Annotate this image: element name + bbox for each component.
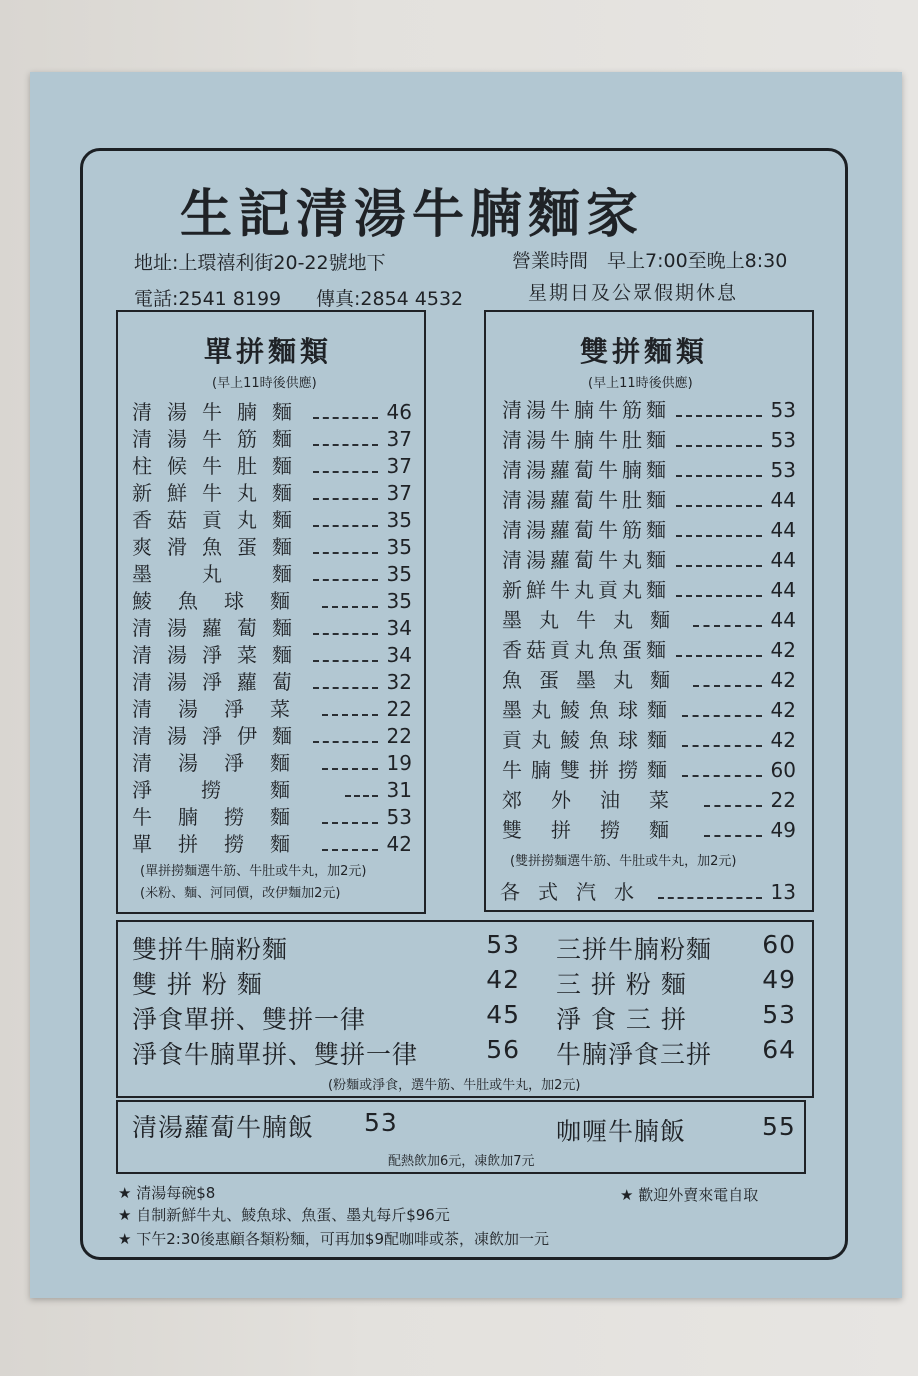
single-noodle-item-name: 清湯牛筋麵 — [132, 427, 307, 451]
dash-leader — [693, 685, 762, 687]
single-noodle-item-name: 牛腩撈麵 — [132, 805, 316, 829]
double-noodle-item — [502, 664, 796, 693]
single-noodle-item-name: 清湯淨菜 — [132, 697, 316, 721]
double-noodle-item-price: 42 — [770, 638, 796, 662]
fax: 傳真:2854 4532 — [316, 288, 464, 310]
combo-item — [556, 930, 796, 966]
double-noodle-item-name: 新鮮牛丸貢丸麵 — [502, 578, 670, 602]
footer-afternoon-offer: ★ 下午2:30後惠顧各類粉麵，可再加$9配咖啡或茶，凍飲加一元 — [118, 1230, 549, 1248]
single-noodle-item-price: 37 — [386, 481, 412, 505]
address: 地址:上環禧利街20-22號地下 — [134, 252, 386, 274]
closed-days: 星期日及公眾假期休息 — [528, 282, 739, 304]
dash-leader — [322, 822, 378, 824]
combo-item-price: 56 — [486, 1035, 520, 1064]
single-noodle-item — [132, 747, 412, 776]
double-noodle-item — [502, 574, 796, 603]
dash-leader — [676, 415, 762, 417]
combo-item-price: 53 — [486, 930, 520, 959]
dash-leader — [704, 835, 762, 837]
single-noodle-item-price: 37 — [386, 454, 412, 478]
double-noodle-item-name: 墨丸鯪魚球麵 — [502, 698, 676, 722]
double-noodle-item — [502, 484, 796, 513]
double-noodle-item-price: 44 — [770, 518, 796, 542]
dash-leader — [322, 606, 378, 608]
double-noodle-item — [502, 544, 796, 573]
double-noodle-item-name: 清湯牛腩牛筋麵 — [502, 398, 670, 422]
single-noodle-item-name: 清湯蘿蔔麵 — [132, 616, 307, 640]
dash-leader — [682, 745, 762, 747]
combo-item — [132, 1000, 520, 1036]
single-noodle-item-price: 35 — [386, 589, 412, 613]
combo-item-price: 64 — [762, 1035, 796, 1064]
double-noodle-item-name: 墨丸牛丸麵 — [502, 608, 687, 632]
double-noodle-item-price: 53 — [770, 458, 796, 482]
combo-item-name: 牛腩淨食三拼 — [556, 1040, 713, 1069]
dash-leader — [682, 715, 762, 717]
combo-item — [132, 930, 520, 966]
single-noodle-item-name: 新鮮牛丸麵 — [132, 481, 307, 505]
double-noodle-item — [502, 604, 796, 633]
dash-leader — [676, 535, 762, 537]
double-noodle-item-name: 雙拼撈麵 — [502, 818, 698, 842]
dash-leader — [676, 445, 762, 447]
single-noodle-item-name: 柱候牛肚麵 — [132, 454, 307, 478]
double-noodle-item-price: 53 — [770, 398, 796, 422]
rice-note: 配熱飲加6元，凍飲加7元 — [388, 1154, 535, 1169]
single-noodles-subtitle: (早上11時後供應) — [212, 376, 317, 391]
single-noodle-item — [132, 801, 412, 830]
combo-item-price: 49 — [762, 965, 796, 994]
single-noodle-item-price: 19 — [386, 751, 412, 775]
double-noodle-item-name: 清湯蘿蔔牛丸麵 — [502, 548, 670, 572]
double-noodle-item-price: 44 — [770, 578, 796, 602]
double-noodle-item — [502, 454, 796, 483]
single-noodle-item-price: 22 — [386, 724, 412, 748]
double-noodle-item — [502, 784, 796, 813]
combo-item-name: 淨食單拼、雙拼一律 — [132, 1005, 367, 1034]
drink-name: 各式汽水 — [500, 880, 652, 904]
dash-leader — [704, 805, 762, 807]
combo-note: (粉麵或淨食，選牛筋、牛肚或牛丸，加2元) — [328, 1078, 581, 1093]
combo-item-price: 45 — [486, 1000, 520, 1029]
single-noodles-title: 單拼麵類 — [204, 335, 333, 368]
rice-left-name: 清湯蘿蔔牛腩飯 — [132, 1113, 315, 1142]
single-noodle-item-name: 清湯淨伊麵 — [132, 724, 307, 748]
single-noodle-item-price: 34 — [386, 643, 412, 667]
single-noodle-item — [132, 477, 412, 506]
double-noodle-item-price: 42 — [770, 698, 796, 722]
single-noodle-item-name: 鯪魚球麵 — [132, 589, 316, 613]
drink-price: 13 — [770, 880, 796, 904]
single-noodle-item-name: 淨撈麵 — [132, 778, 339, 802]
footer-homemade-balls: ★ 自制新鮮牛丸、鯪魚球、魚蛋、墨丸每斤$96元 — [118, 1206, 450, 1224]
double-noodles-note: (雙拼撈麵選牛筋、牛肚或牛丸，加2元) — [510, 854, 737, 869]
single-noodle-item-price: 31 — [386, 778, 412, 802]
double-noodle-item — [502, 724, 796, 753]
single-noodle-item-name: 單拼撈麵 — [132, 832, 316, 856]
footer-takeaway: ★ 歡迎外賣來電自取 — [620, 1186, 759, 1204]
rice-right-price: 55 — [762, 1112, 796, 1141]
single-noodle-item-name: 爽滑魚蛋麵 — [132, 535, 307, 559]
single-noodles-note-1: (單拼撈麵選牛筋、牛肚或牛丸，加2元) — [140, 864, 367, 879]
combo-item-name: 三拼牛腩粉麵 — [556, 935, 713, 964]
single-noodle-item-price: 35 — [386, 562, 412, 586]
single-noodle-item — [132, 720, 412, 749]
single-noodle-item — [132, 504, 412, 533]
single-noodle-item-price: 53 — [386, 805, 412, 829]
drink-row — [500, 876, 796, 905]
combo-item-name: 淨食牛腩單拼、雙拼一律 — [132, 1040, 419, 1069]
dash-leader — [313, 660, 378, 662]
combo-item-price: 42 — [486, 965, 520, 994]
footer-soup-price: ★ 清湯每碗$8 — [118, 1184, 216, 1202]
double-noodle-item-price: 22 — [770, 788, 796, 812]
single-noodle-item-price: 37 — [386, 427, 412, 451]
dash-leader — [676, 655, 762, 657]
dash-leader — [313, 579, 378, 581]
double-noodle-item-name: 清湯蘿蔔牛筋麵 — [502, 518, 670, 542]
double-noodle-item — [502, 814, 796, 843]
single-noodle-item — [132, 666, 412, 695]
dash-leader — [682, 775, 762, 777]
combo-item-name: 淨 食 三 拼 — [556, 1005, 687, 1034]
dash-leader — [676, 505, 762, 507]
single-noodle-item-price: 35 — [386, 535, 412, 559]
combo-item-price: 60 — [762, 930, 796, 959]
double-noodle-item-name: 貢丸鯪魚球麵 — [502, 728, 676, 752]
single-noodle-item — [132, 612, 412, 641]
combo-item-name: 雙 拼 粉 麵 — [132, 970, 263, 999]
single-noodle-item-price: 34 — [386, 616, 412, 640]
combo-item — [556, 1000, 796, 1036]
dash-leader — [676, 475, 762, 477]
single-noodle-item — [132, 423, 412, 452]
single-noodle-item — [132, 828, 412, 857]
double-noodle-item — [502, 424, 796, 453]
combo-item — [132, 1035, 520, 1071]
double-noodle-item-price: 42 — [770, 668, 796, 692]
dash-leader — [322, 714, 378, 716]
double-noodle-item-name: 牛腩雙拼撈麵 — [502, 758, 676, 782]
double-noodle-item — [502, 634, 796, 663]
combo-item — [132, 965, 520, 1001]
single-noodle-item — [132, 396, 412, 425]
double-noodle-item-price: 44 — [770, 488, 796, 512]
shop-title: 生記清湯牛腩麵家 — [180, 184, 645, 245]
dash-leader — [693, 625, 762, 627]
single-noodle-item — [132, 693, 412, 722]
dash-leader — [313, 417, 378, 419]
dash-leader — [322, 768, 378, 770]
dash-leader — [313, 525, 378, 527]
double-noodle-item — [502, 754, 796, 783]
single-noodle-item-price: 46 — [386, 400, 412, 424]
dash-leader — [313, 498, 378, 500]
dash-leader — [313, 552, 378, 554]
double-noodle-item-name: 香菇貢丸魚蛋麵 — [502, 638, 670, 662]
combo-item-price: 53 — [762, 1000, 796, 1029]
double-noodle-item-name: 清湯蘿蔔牛腩麵 — [502, 458, 670, 482]
rice-right-name: 咖喱牛腩飯 — [556, 1117, 687, 1146]
single-noodle-item-name: 清湯淨蘿蔔 — [132, 670, 307, 694]
double-noodle-item — [502, 394, 796, 423]
double-noodle-item-price: 44 — [770, 608, 796, 632]
single-noodle-item-price: 32 — [386, 670, 412, 694]
single-noodle-item-price: 22 — [386, 697, 412, 721]
single-noodle-item — [132, 531, 412, 560]
single-noodle-item — [132, 585, 412, 614]
dash-leader — [676, 565, 762, 567]
combo-item-name: 三 拼 粉 麵 — [556, 970, 687, 999]
double-noodle-item-price: 44 — [770, 548, 796, 572]
double-noodle-item-price: 49 — [770, 818, 796, 842]
double-noodle-item-name: 清湯牛腩牛肚麵 — [502, 428, 670, 452]
dash-leader — [322, 849, 378, 851]
dash-leader — [313, 687, 378, 689]
combo-item — [556, 1035, 796, 1071]
single-noodle-item — [132, 639, 412, 668]
double-noodle-item — [502, 514, 796, 543]
combo-item — [556, 965, 796, 1001]
opening-hours: 營業時間 早上7:00至晚上8:30 — [512, 250, 788, 272]
single-noodle-item-name: 香菇貢丸麵 — [132, 508, 307, 532]
double-noodles-subtitle: (早上11時後供應) — [588, 376, 693, 391]
double-noodle-item-name: 魚蛋墨丸麵 — [502, 668, 687, 692]
single-noodle-item — [132, 450, 412, 479]
double-noodle-item-price: 60 — [770, 758, 796, 782]
single-noodle-item-name: 墨 丸 麵 — [132, 562, 307, 586]
dash-leader — [313, 471, 378, 473]
single-noodle-item — [132, 558, 412, 587]
dash-leader — [313, 633, 378, 635]
single-noodles-note-2: (米粉、麵、河同價，改伊麵加2元) — [140, 886, 341, 901]
single-noodle-item-price: 42 — [386, 832, 412, 856]
double-noodle-item-price: 53 — [770, 428, 796, 452]
combo-item-name: 雙拼牛腩粉麵 — [132, 935, 289, 964]
double-noodle-item — [502, 694, 796, 723]
dash-leader — [658, 897, 762, 899]
double-noodle-item-price: 42 — [770, 728, 796, 752]
double-noodle-item-name: 郊外油菜 — [502, 788, 698, 812]
double-noodles-title: 雙拼麵類 — [580, 335, 709, 368]
single-noodle-item-name: 清湯淨菜麵 — [132, 643, 307, 667]
single-noodle-item — [132, 774, 412, 803]
rice-left-price: 53 — [364, 1108, 398, 1137]
phone: 電話:2541 8199 — [134, 288, 282, 310]
dash-leader — [313, 741, 378, 743]
dash-leader — [345, 795, 378, 797]
single-noodle-item-price: 35 — [386, 508, 412, 532]
dash-leader — [313, 444, 378, 446]
single-noodle-item-name: 清湯淨麵 — [132, 751, 316, 775]
double-noodle-item-name: 清湯蘿蔔牛肚麵 — [502, 488, 670, 512]
dash-leader — [676, 595, 762, 597]
single-noodle-item-name: 清湯牛腩麵 — [132, 400, 307, 424]
